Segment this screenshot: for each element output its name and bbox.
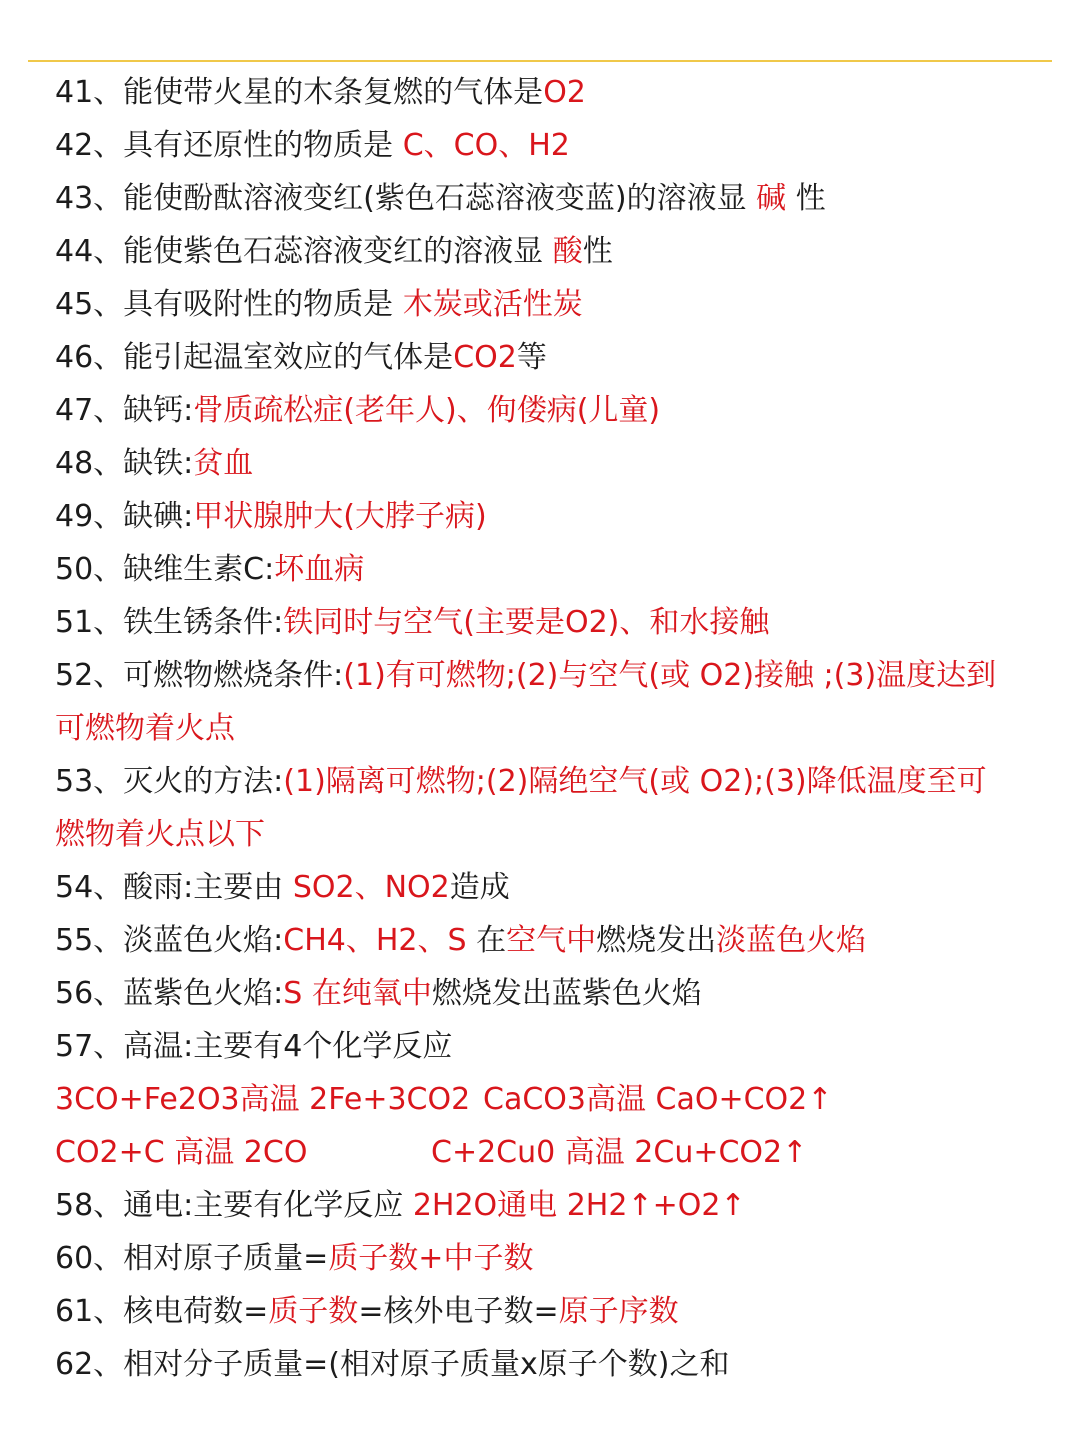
equation-co-fe2o3: 3CO+Fe2O3高温 2Fe+3CO2 bbox=[55, 1082, 471, 1117]
note-56: 56、蓝紫色火焰:S 在纯氧中燃烧发出蓝紫色火焰 bbox=[55, 976, 702, 1011]
note-43: 43、能使酚酞溶液变红(紫色石蕊溶液变蓝)的溶液显 碱 性 bbox=[55, 181, 826, 216]
equation-caco3: CaCO3高温 CaO+CO2 bbox=[483, 1082, 808, 1117]
note-53: 53、灭火的方法:(1)隔离可燃物;(2)隔绝空气(或 O2);(3)降低温度至可 bbox=[55, 764, 987, 799]
note-55: 55、淡蓝色火焰:CH4、H2、S 在空气中燃烧发出淡蓝色火焰 bbox=[55, 923, 867, 958]
note-57: 57、高温:主要有4个化学反应 bbox=[55, 1029, 453, 1064]
note-41: 41、能使带火星的木条复燃的气体是O2 bbox=[55, 75, 586, 110]
note-48: 48、缺铁:贫血 bbox=[55, 446, 254, 481]
note-42: 42、具有还原性的物质是 C、CO、H2 bbox=[55, 128, 570, 163]
note-60: 60、相对原子质量=质子数+中子数 bbox=[55, 1241, 534, 1276]
equation-row-1 bbox=[55, 1073, 1040, 1126]
note-61: 61、核电荷数=质子数=核外电子数=原子序数 bbox=[55, 1294, 679, 1329]
equation-co2-c: CO2+C 高温 2CO bbox=[55, 1135, 308, 1170]
note-52: 52、可燃物燃烧条件:(1)有可燃物;(2)与空气(或 O2)接触 ;(3)温度达到 bbox=[55, 658, 997, 693]
note-58: 58、通电:主要有化学反应 2H2O通电 2H2↑+O2↑ bbox=[55, 1188, 746, 1223]
equation-c-cuo: C+2Cu0 高温 2Cu+CO2 bbox=[431, 1135, 783, 1170]
gas-arrow-icon: ↑ bbox=[807, 1082, 833, 1117]
note-45: 45、具有吸附性的物质是 木炭或活性炭 bbox=[55, 287, 583, 322]
note-53-continuation: 燃物着火点以下 bbox=[55, 817, 265, 852]
note-51: 51、铁生锈条件:铁同时与空气(主要是O2)、和水接触 bbox=[55, 605, 770, 640]
note-50: 50、缺维生素C:坏血病 bbox=[55, 552, 365, 587]
gas-arrow-icon: ↑ bbox=[782, 1135, 808, 1170]
note-47: 47、缺钙:骨质疏松症(老年人)、佝偻病(儿童) bbox=[55, 393, 661, 428]
note-49: 49、缺碘:甲状腺肿大(大脖子病) bbox=[55, 499, 487, 534]
top-divider bbox=[28, 60, 1052, 62]
note-62: 62、相对分子质量=(相对原子质量x原子个数)之和 bbox=[55, 1347, 730, 1382]
note-54: 54、酸雨:主要由 SO2、NO2造成 bbox=[55, 870, 510, 905]
chemistry-notes-list bbox=[55, 66, 1040, 1391]
note-46: 46、能引起温室效应的气体是CO2等 bbox=[55, 340, 547, 375]
note-52-continuation: 可燃物着火点 bbox=[55, 711, 235, 746]
equation-row-2 bbox=[55, 1126, 1040, 1179]
note-44: 44、能使紫色石蕊溶液变红的溶液显 酸性 bbox=[55, 234, 613, 269]
